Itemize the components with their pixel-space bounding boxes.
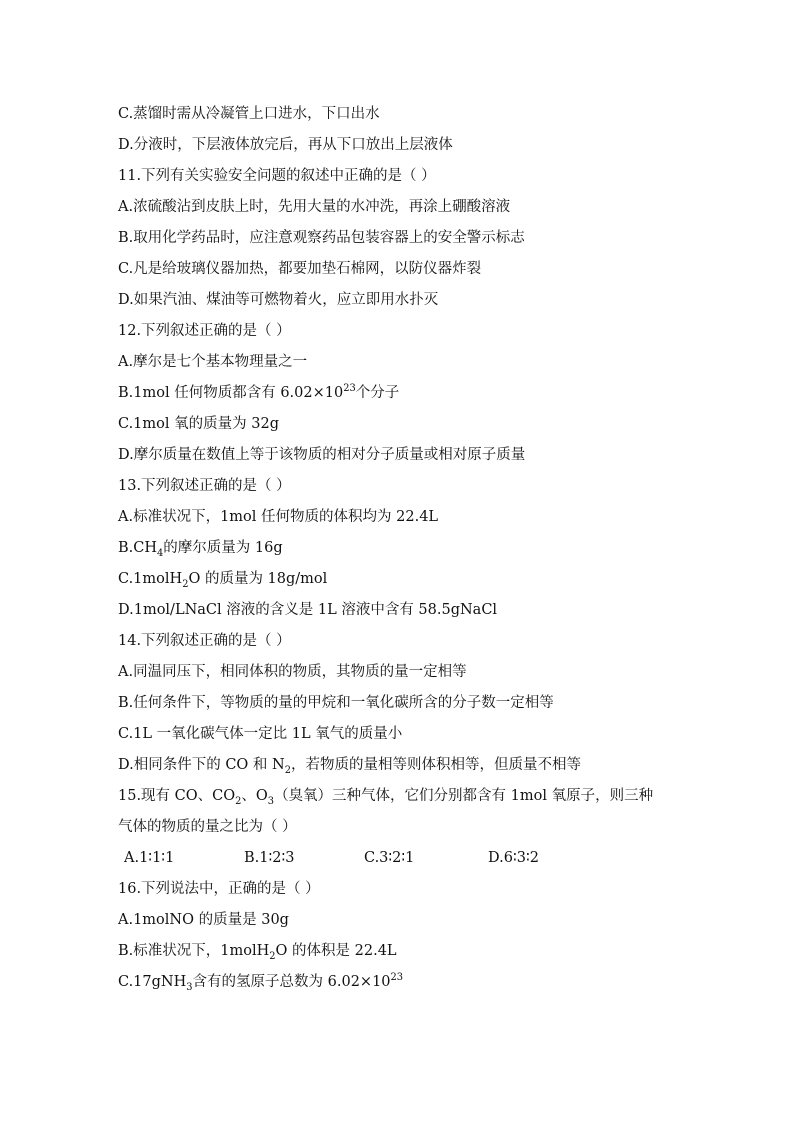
q14-option-c: C.1L 一氧化碳气体一定比 1L 氧气的质量小 [118, 726, 403, 742]
q14-option-a: A.同温同压下，相同体积的物质，其物质的量一定相等 [118, 664, 467, 680]
q15-option-c: C.3∶2∶1 [364, 850, 415, 866]
q13-option-a: A.标准状况下，1mol 任何物质的体积均为 22.4L [118, 509, 439, 525]
q15-option-d: D.6∶3∶2 [488, 850, 539, 866]
q13-option-d: D.1mol/LNaCl 溶液的含义是 1L 溶液中含有 58.5gNaCl [118, 602, 498, 618]
q10-option-d: D.分液时，下层液体放完后，再从下口放出上层液体 [118, 137, 453, 153]
q14-option-b: B.任何条件下，等物质的量的甲烷和一氧化碳所含的分子数一定相等 [118, 695, 554, 711]
q16-option-b: B.标准状况下，1molH$_2$O 的体积是 22.4L [118, 943, 397, 962]
q12-option-c: C.1mol 氧的质量为 32g [118, 416, 279, 432]
q15-options [118, 843, 638, 874]
q12-option-d: D.摩尔质量在数值上等于该物质的相对分子质量或相对原子质量 [118, 447, 526, 463]
q11-option-c: C.凡是给玻璃仪器加热，都要加垫石棉网，以防仪器炸裂 [118, 261, 482, 277]
question-content [118, 99, 654, 998]
q13-option-c: C.1molH$_2$O 的质量为 18g/mol [118, 571, 328, 590]
q15-stem: 15.现有 CO、$CO_2$、$O_3$（臭氧）三种气体，它们分别都含有 1mol 氧原子，则三种 [118, 788, 654, 807]
q11-option-b: B.取用化学药品时，应注意观察药品包装容器上的安全警示标志 [118, 230, 525, 246]
q15-option-b: B.1∶2∶3 [244, 850, 295, 866]
q16-stem: 16.下列说法中，正确的是（ ） [118, 881, 320, 897]
q14-stem: 14.下列叙述正确的是（ ） [118, 633, 291, 649]
q13-option-b: $B.CH_4$的摩尔质量为 16g [118, 540, 283, 559]
q11-option-a: A.浓硫酸沾到皮肤上时，先用大量的水冲洗，再涂上硼酸溶液 [118, 199, 511, 215]
q15-stem-continued: 气体的物质的量之比为（ ） [118, 819, 297, 835]
q16-option-a: A.1molNO 的质量是 30g [118, 912, 289, 928]
q12-stem: 12.下列叙述正确的是（ ） [118, 323, 291, 339]
q13-stem: 13.下列叙述正确的是（ ） [118, 478, 291, 494]
q10-option-c: C.蒸馏时需从冷凝管上口进水，下口出水 [118, 106, 380, 122]
q12-option-b: B.1mol 任何物质都含有 $6.02\times 10^{23}$个分子 [118, 383, 400, 401]
q15-option-a: A.1∶1∶1 [124, 850, 175, 866]
q11-stem: 11.下列有关实验安全问题的叙述中正确的是（ ） [118, 168, 436, 184]
q12-option-a: A.摩尔是七个基本物理量之一 [118, 354, 308, 370]
q14-option-d: D.相同条件下的 CO 和 $N_2$，若物质的量相等则体积相等，但质量不相等 [118, 757, 581, 776]
q16-option-c: C.17gNH$_3$含有的氢原子总数为 $6.02\times 10^{23}$ [118, 972, 404, 993]
q11-option-d: D.如果汽油、煤油等可燃物着火，应立即用水扑灭 [118, 292, 439, 308]
